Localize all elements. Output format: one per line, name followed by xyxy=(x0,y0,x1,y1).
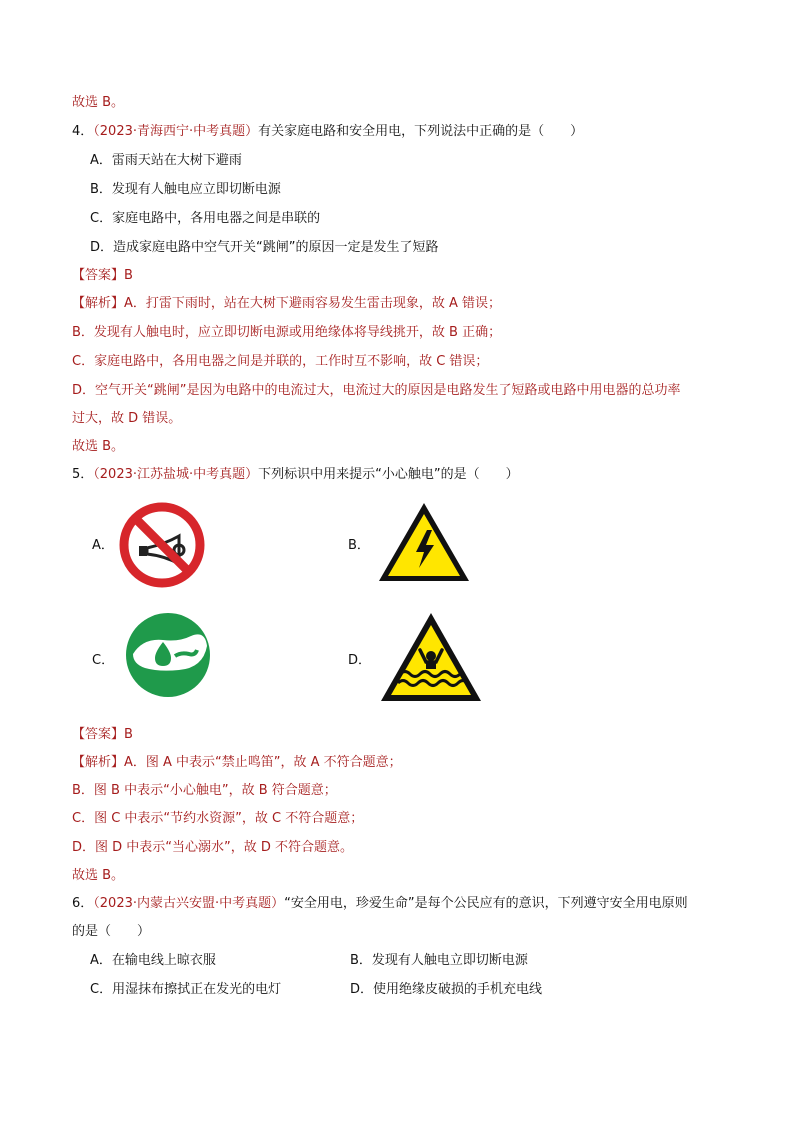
q5-analysis-line: 【解析】A．图 A 中表示“禁止鸣笛”，故 A 不符合题意； xyxy=(72,755,402,770)
q6-option-d: D．使用绝缘皮破损的手机充电线 xyxy=(350,982,543,997)
q6-option-a: A．在输电线上晾衣服 xyxy=(90,953,216,968)
question-number: 6． xyxy=(72,896,94,911)
q4-analysis-line: D．空气开关“跳闸”是因为电路中的电流过大，电流过大的原因是电路发生了短路或电路中用电器的总功率 xyxy=(72,383,681,398)
q4-analysis-line: 【解析】A．打雷下雨时，站在大树下避雨容易发生雷击现象，故 A 错误； xyxy=(72,296,502,311)
no-horn-sign-icon xyxy=(117,500,207,590)
question-source: （2023·江苏盐城·中考真题） xyxy=(93,467,259,482)
q4-option-a: A．雷雨天站在大树下避雨 xyxy=(90,153,242,168)
q5-option-d-label: D． xyxy=(348,653,372,668)
question-5-header xyxy=(72,467,519,483)
question-source: （2023·青海西宁·中考真题） xyxy=(93,124,259,139)
q5-option-c-label: C． xyxy=(92,653,115,668)
q5-analysis-line: D．图 D 中表示“当心溺水”，故 D 不符合题意。 xyxy=(72,840,354,855)
q4-analysis-line: C．家庭电路中，各用电器之间是并联的，工作时互不影响，故 C 错误； xyxy=(72,354,489,369)
question-number: 5． xyxy=(72,467,94,482)
question-6-header xyxy=(72,896,688,912)
prev-conclusion: 故选 B。 xyxy=(72,95,125,110)
q4-option-b: B．发现有人触电应立即切断电源 xyxy=(90,182,281,197)
q4-answer: 【答案】B xyxy=(72,268,133,283)
question-stem: 下列标识中用来提示“小心触电”的是（ ） xyxy=(258,467,519,482)
q6-option-c: C．用湿抹布擦拭正在发光的电灯 xyxy=(90,982,282,997)
electric-shock-warning-icon xyxy=(376,500,472,584)
q4-analysis-line: B．发现有人触电时，应立即切断电源或用绝缘体将导线挑开，故 B 正确； xyxy=(72,325,502,340)
q5-option-b-label: B． xyxy=(348,538,370,553)
q5-option-a-label: A． xyxy=(92,538,114,553)
q5-analysis-line: C．图 C 中表示“节约水资源”，故 C 不符合题意； xyxy=(72,811,364,826)
q4-option-d: D．造成家庭电路中空气开关“跳闸”的原因一定是发生了短路 xyxy=(90,240,439,255)
question-number: 4． xyxy=(72,124,94,139)
q5-analysis-line: B．图 B 中表示“小心触电”，故 B 符合题意； xyxy=(72,783,337,798)
drowning-warning-icon xyxy=(378,610,484,704)
q5-conclusion: 故选 B。 xyxy=(72,868,125,883)
q6-option-b: B．发现有人触电立即切断电源 xyxy=(350,953,528,968)
question-source: （2023·内蒙古兴安盟·中考真题） xyxy=(93,896,285,911)
question-6-stem-continued: 的是（ ） xyxy=(72,924,151,939)
q4-analysis-line: 过大，故 D 错误。 xyxy=(72,411,182,426)
question-4-header xyxy=(72,124,583,140)
question-stem: “安全用电，珍爱生命”是每个公民应有的意识，下列遵守安全用电原则 xyxy=(284,896,688,911)
question-stem: 有关家庭电路和安全用电，下列说法中正确的是（ ） xyxy=(258,124,584,139)
q5-answer: 【答案】B xyxy=(72,727,133,742)
save-water-sign-icon xyxy=(125,612,211,698)
q4-option-c: C．家庭电路中，各用电器之间是串联的 xyxy=(90,211,321,226)
q4-conclusion: 故选 B。 xyxy=(72,439,125,454)
